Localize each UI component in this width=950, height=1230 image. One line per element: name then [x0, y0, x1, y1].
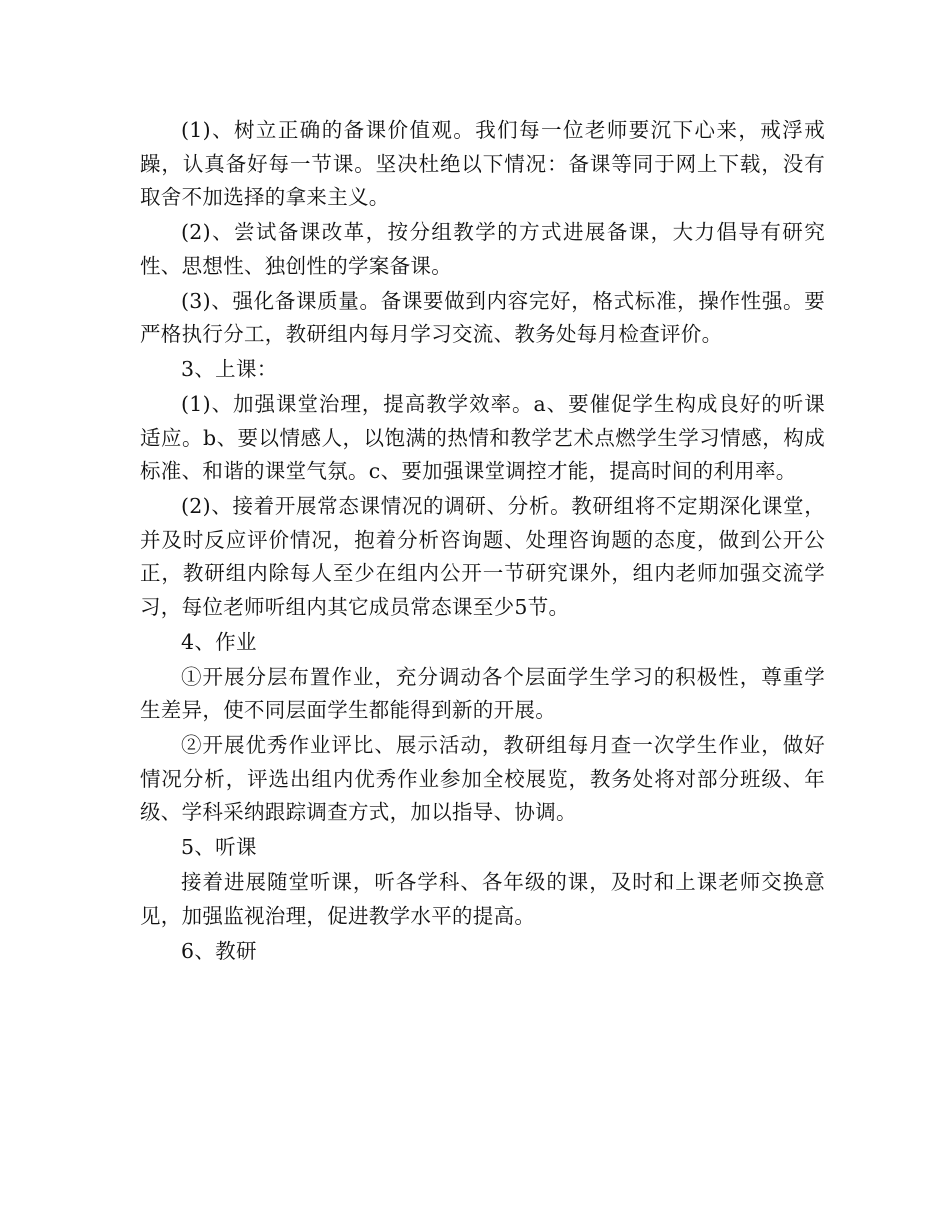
- paragraph-prep-values: (1)、树立正确的备课价值观。我们每一位老师要沉下心来，戒浮戒躁，认真备好每一节课。坚决杜绝以下情况：备课等同于网上下载，没有取舍不加选择的拿来主义。: [140, 118, 825, 209]
- paragraph-class-research: (2)、接着开展常态课情况的调研、分析。教研组将不定期深化课堂，并及时反应评价情况，抱着分析咨询题、处理咨询题的态度，做到公开公正，教研组内除每人至少在组内公开一节研究课外，组内老师加强交流学习，每位老师听组内其它成员常态课至少5节。: [140, 494, 825, 619]
- paragraph-class-management: (1)、加强课堂治理，提高教学效率。a、要催促学生构成良好的听课适应。b、要以情感人，以饱满的热情和教学艺术点燃学生学习情感，构成标准、和谐的课堂气氛。c、要加强课堂调控才能，提高时间的利用率。: [140, 392, 825, 483]
- paragraph-prep-quality: (3)、强化备课质量。备课要做到内容完好，格式标准，操作性强。要严格执行分工，教研组内每月学习交流、教务处每月检查评价。: [140, 288, 825, 346]
- section-heading-homework: 4、作业: [181, 629, 257, 654]
- section-heading-class: 3、上课：: [181, 357, 278, 381]
- paragraph-observation: 接着进展随堂听课，听各学科、各年级的课，及时和上课老师交换意见，加强监视治理，促进教学水平的提高。: [140, 870, 825, 928]
- section-heading-research: 6、教研: [181, 938, 257, 963]
- section-heading-observation: 5、听课: [181, 835, 257, 859]
- document-body: [140, 114, 825, 970]
- paragraph-prep-reform: (2)、尝试备课改革，按分组教学的方式进展备课，大力倡导有研究性、思想性、独创性的学案备课。: [140, 220, 825, 278]
- paragraph-homework-review: ②开展优秀作业评比、展示活动，教研组每月查一次学生作业，做好情况分析，评选出组内优秀作业参加全校展览，教务处将对部分班级、年级、学科采纳跟踪调查方式，加以指导、协调。: [140, 733, 825, 824]
- paragraph-homework-tiered: ①开展分层布置作业，充分调动各个层面学生学习的积极性，尊重学生差异，使不同层面学生都能得到新的开展。: [140, 664, 825, 722]
